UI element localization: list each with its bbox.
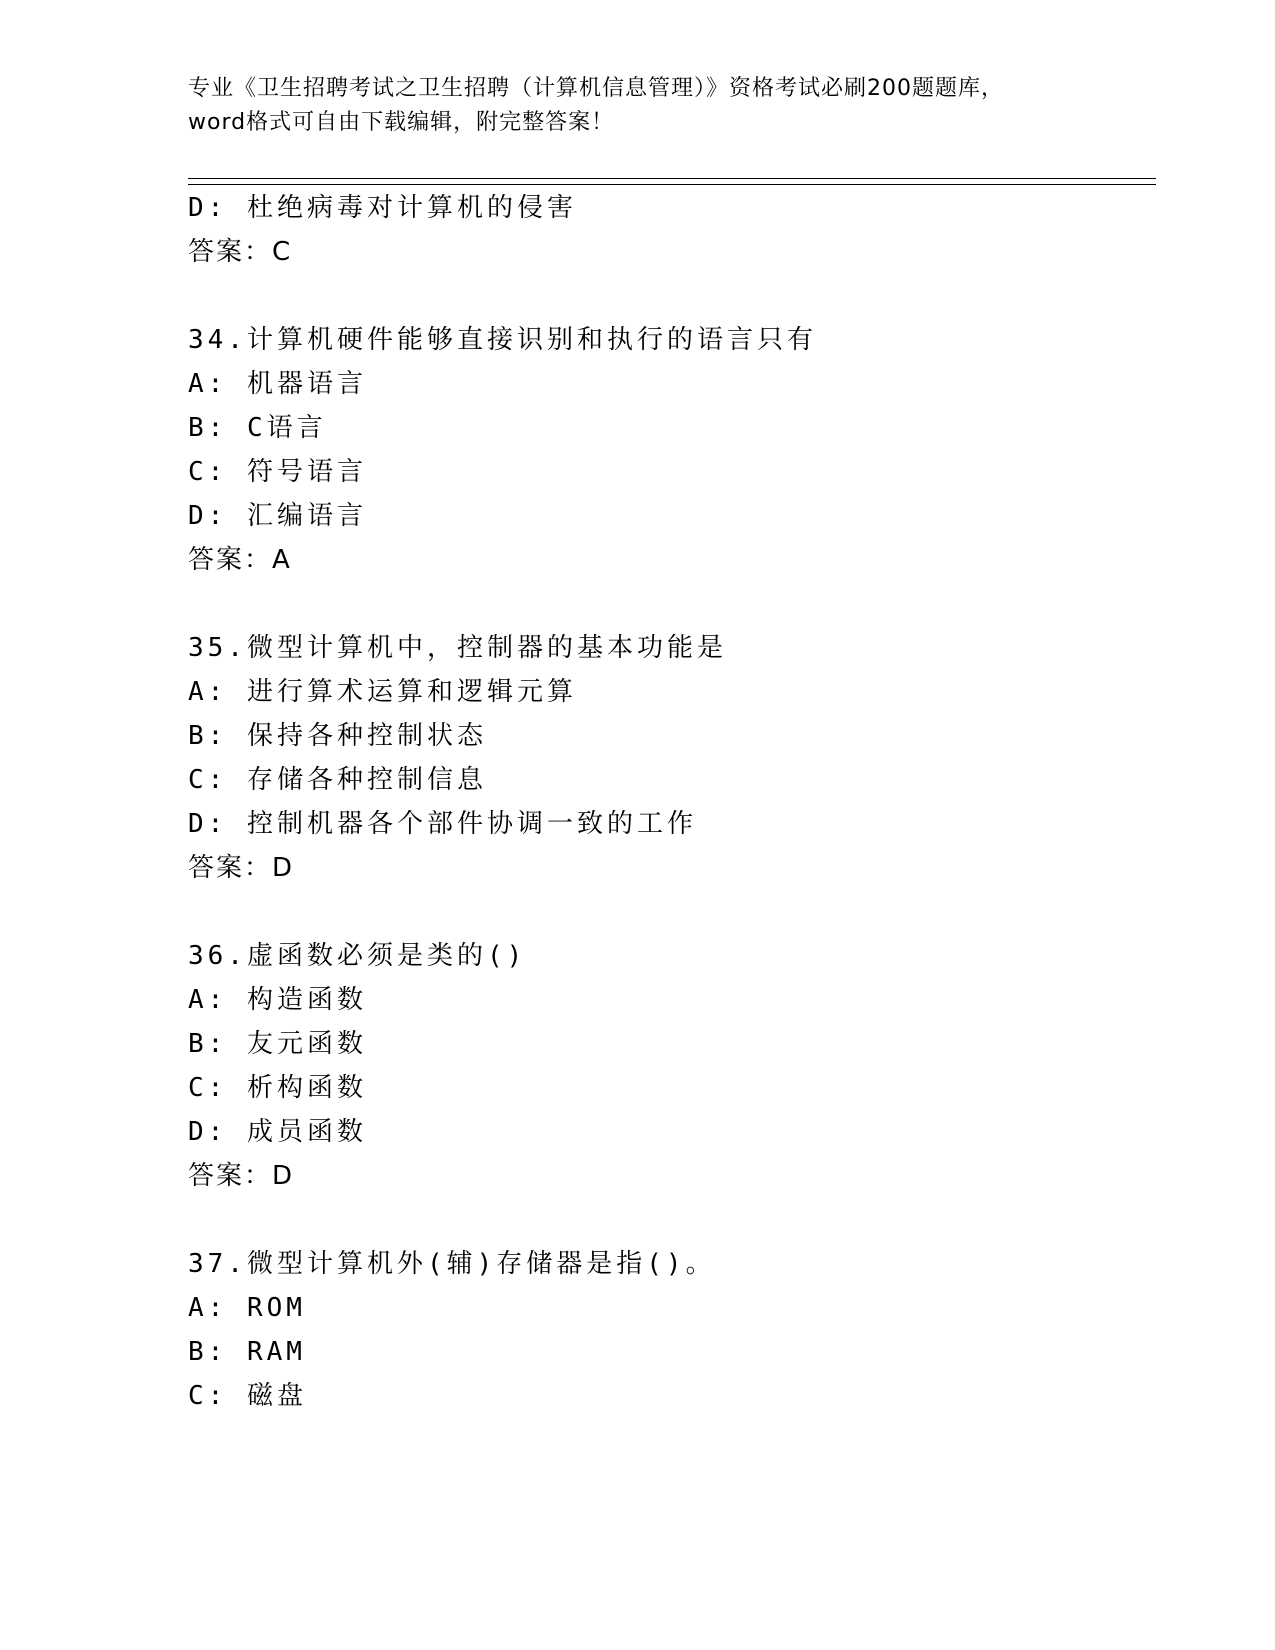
- answer: 答案：C: [188, 237, 293, 267]
- option-b: B: 友元函数: [188, 1029, 367, 1059]
- option-d: D: 成员函数: [188, 1117, 367, 1147]
- question-stem: 34.计算机硬件能够直接识别和执行的语言只有: [188, 325, 817, 355]
- option-c: C: 符号语言: [188, 457, 367, 487]
- question-stem: 35.微型计算机中，控制器的基本功能是: [188, 633, 727, 663]
- option-c: C: 磁盘: [188, 1381, 307, 1411]
- question-stem: 36.虚函数必须是类的(): [188, 941, 527, 971]
- header-line-2: word格式可自由下载编辑，附完整答案！: [188, 110, 615, 135]
- header-divider: [188, 178, 1156, 179]
- document-header: [188, 72, 1088, 140]
- answer: 答案：A: [188, 545, 292, 575]
- option-b: B: RAM: [188, 1337, 306, 1367]
- option-b: B: C语言: [188, 413, 327, 443]
- option-a: A: ROM: [188, 1293, 306, 1323]
- option-a: A: 构造函数: [188, 985, 367, 1015]
- option-d: D: 汇编语言: [188, 501, 367, 531]
- option-a: A: 机器语言: [188, 369, 367, 399]
- question-stem: 37.微型计算机外(辅)存储器是指()。: [188, 1249, 716, 1279]
- answer: 答案：D: [188, 1161, 295, 1191]
- header-line-1: 专业《卫生招聘考试之卫生招聘（计算机信息管理）》资格考试必刷200题题库，: [188, 76, 1004, 101]
- option-d: D: 杜绝病毒对计算机的侵害: [188, 193, 577, 223]
- answer: 答案：D: [188, 853, 295, 883]
- option-a: A: 进行算术运算和逻辑元算: [188, 677, 577, 707]
- option-b: B: 保持各种控制状态: [188, 721, 487, 751]
- header-divider-thin: [188, 184, 1156, 185]
- option-c: C: 析构函数: [188, 1073, 367, 1103]
- option-c: C: 存储各种控制信息: [188, 765, 487, 795]
- option-d: D: 控制机器各个部件协调一致的工作: [188, 809, 697, 839]
